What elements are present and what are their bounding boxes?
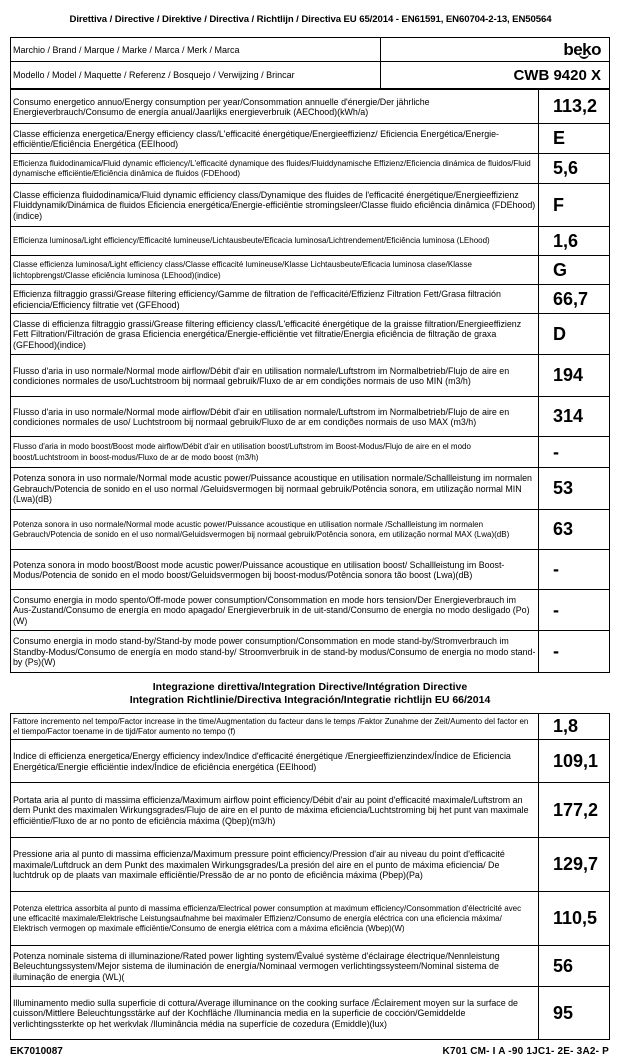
brand-row (10, 37, 610, 62)
spec-row (10, 783, 610, 838)
footer-code-left: EK7010087 (10, 1046, 63, 1057)
spec-row (10, 892, 610, 946)
spec-row (10, 590, 610, 631)
footer-code-right: K701 CM- I A -90 1JC1- 2E- 3A2- P (442, 1046, 609, 1057)
spec-value: - (553, 599, 559, 620)
spec-value: - (553, 441, 559, 462)
spec-label: Flusso d'aria in uso normale/Normal mode airflow/Débit d'air en utilisation normale/Luftstrom im Normalbetrieb/Flujo de aire en condiciones normales de uso/Luchtstroom bij normaal gebruik/Fluxo de ar em condições normais de uso MIN (m3/h) (11, 355, 539, 396)
spec-label: Classe efficienza luminosa/Light efficiency class/Classe efficacité lumineuse/Klasse Lichtausbeute/Eficacia luminosa clase/Klasse lichtopbrengst/Classe eficiência luminosa (LEhood)(indice) (11, 256, 539, 284)
spec-label: Flusso d'aria in modo boost/Boost mode airflow/Débit d'air en utilisation boost/Luftstrom im Boost-Modus/Flujo de aire en el modo boost/Luchtstroom in boost-modus/Fluxo de ar de modo boost (m3/h) (11, 437, 539, 467)
spec-label: Portata aria al punto di massima efficienza/Maximum airflow point efficiency/Débit d'air au point d'efficacité maximale/Luftstrom an dem Punkt des maximalen Wirkungsgrades/Flujo de aire en el punto de máxima eficiencia/Luchtstroming bij het punt van maximale efficiëntie/Fluxo de ar no ponto de eficiência máxima (Qbep)(m3/h) (11, 783, 539, 837)
spec-value: 56 (553, 955, 574, 976)
spec-row (10, 713, 610, 740)
spec-row (10, 184, 610, 227)
integration-title-line1: Integrazione direttiva/Integration Directive/Intégration Directive (152, 681, 468, 693)
spec-value: E (553, 128, 566, 148)
spec-value: 177,2 (553, 799, 599, 820)
spec-label: Consumo energia in modo spento/Off-mode power consumption/Consommation en mode hors tension/Der Energieverbrauch im Aus-Zustand/Consumo de energía en modo apagado/ Energieverbruik in de uit-stand/Consumo de energia no modo desligado (Po)(W) (11, 590, 539, 630)
spec-label: Consumo energia in modo stand-by/Stand-by mode power consumption/Consommation en mode stand-by/Stromverbrauch im Standby-Modus/Consumo de energía en modo stand-by/ Stroomverbruik in de stand-by modus/Consumo de energia no modo stand-by (Ps)(W) (11, 631, 539, 672)
spec-value: 1,6 (553, 230, 579, 251)
spec-row (10, 227, 610, 256)
spec-label: Potenza sonora in modo boost/Boost mode acustic power/Puissance acoustique en utilisation boost/ Schallleistung im Boost-Modus/Potencia de sonido en el modo boost/Geluidsvermogen bij boost-modus/Potência sonora tão boost (Lwa)(dB) (11, 550, 539, 589)
spec-row (10, 740, 610, 783)
spec-row (10, 946, 610, 987)
spec-label: Potenza sonora in uso normale/Normal mode acustic power/Puissance acoustique en utilisation normale /Schallleistung im normalen Gebrauch/Potencia de sonido en el uso normal/Geluidsvermogen bij normaal gebruik/Potência sonora, em utilização normal MAX (Lwa)(dB) (11, 510, 539, 549)
spec-label: Potenza elettrica assorbita al punto di massima efficienza/Electrical power consumption at maximum efficiency/Consommation d'électricité avec une efficacité maximale/Elektrische Leistungsaufnahme bei maximaler Effizienz/Consumo de energía eléctrica con una eficiencia máxima/ Elektrisch vermogen op maximale efficiëntie/Consumo de energia elétrica com a máxima eficiência (Wbep)(W) (11, 892, 539, 945)
spec-row (10, 285, 610, 314)
spec-value: 63 (553, 519, 574, 539)
spec-label: Classe efficienza energetica/Energy efficiency class/L'efficacité énergétique/Energieeffizienz/ Eficiencia Energética/Energie-efficiëntie/Eficiência Energética (EEIhood) (11, 124, 539, 153)
spec-row (10, 437, 610, 468)
spec-value: 53 (553, 478, 574, 498)
model-row (10, 62, 610, 90)
spec-value: 110,5 (553, 908, 598, 928)
spec-label: Illuminamento medio sulla superficie di cottura/Average illuminance on the cooking surface /Éclairement moyen sur la surface de cuisson/Mittlere Beleuchtungsstärke auf der Kochfläche /Iluminancia media en la superficie de cocción/Gemiddelde verlichtingssterkte op het werkvlak /Iluminância média na superfície de cozedura (Emiddle)(lux) (11, 987, 539, 1039)
spec-value: 113,2 (553, 96, 598, 116)
spec-label: Potenza nominale sistema di illuminazione/Rated power lighting system/Évalué système d'éclairage électrique/Nennleistung Beleuchtungssystem/Mejor sistema de iluminación de energía/Nominaal vermogen verlichtingssysteem/Nominal sistema de iluminação de energia (WL)( (11, 946, 539, 986)
spec-row (10, 550, 610, 590)
spec-row (10, 397, 610, 437)
beko-logo: beko (563, 39, 601, 59)
spec-label: Efficienza luminosa/Light efficiency/Efficacité lumineuse/Lichtausbeute/Eficacia luminosa/Lichtrendement/Eficiência luminosa (LEhood) (11, 227, 539, 255)
spec-value: D (553, 323, 566, 344)
integration-title-line2: Integration Richtlinie/Directiva Integración/Integratie richtlijn EU 66/2014 (129, 694, 491, 706)
spec-label: Efficienza fluidodinamica/Fluid dynamic efficiency/L'efficacité dynamique des fluides/Fluiddynamische Effizienz/Eficiencia dinámica de fluidos/Fluid dynamische efficiëntie/Eficiência dinâmica de fluidos (FDEhood) (11, 154, 539, 183)
spec-value: - (553, 641, 559, 661)
model-value: CWB 9420 X (513, 66, 601, 84)
spec-value: 109,1 (553, 750, 599, 771)
spec-row (10, 987, 610, 1040)
spec-label: Pressione aria al punto di massima efficienza/Maximum pressure point efficiency/Pression d'air au niveau du point d'efficacité maximale/Luftdruck an dem Punkt des maximalen Wirkungsgrades/La presión del aire en el punto de máxima eficiencia/ De luchtdruk op de plaats van maximale efficiëntie/Pressão de ar no ponto de eficiência máxima (Pbep)(Pa) (11, 838, 539, 891)
spec-label: Fattore incremento nel tempo/Factor increase in the time/Augmentation du facteur dans le temps /Faktor Zunahme der Zeit/Aumento del factor en el tiempo/Factor toename in de tijd/Fator aumento no tempo (f) (11, 714, 539, 739)
spec-value: 66,7 (553, 288, 589, 309)
spec-label: Indice di efficienza energetica/Energy efficiency index/Indice d'efficacité énergétique /Energieeffizienzindex/Índice de Eficiencia Energética/Energie efficiëntie index/Índice de eficiência energética (EEIhood) (11, 740, 539, 782)
directive-header: Direttiva / Directive / Direktive / Directiva / Richtlijn / Directiva EU 65/2014 - EN61591, EN60704-2-13, EN50564 (69, 14, 552, 25)
spec-row (10, 631, 610, 673)
spec-value: 194 (553, 365, 584, 385)
brand-value (381, 38, 609, 61)
spec-row (10, 314, 610, 355)
spec-row (10, 124, 610, 154)
spec-label: Efficienza filtraggio grassi/Grease filtering efficiency/Gamme de filtration de l'efficacité/Effizienz Filtration Fett/Grasa filtración eficiencia/Efficiency filtratie vet (GFEhood) (11, 285, 539, 313)
spec-label: Flusso d'aria in uso normale/Normal mode airflow/Débit d'air en utilisation normale/Luftstrom im Normalbetrieb/Flujo de aire en condiciones normales de uso/ Luchtstroom bij normaal gebruik/Fluxo de ar em condições normais de uso MAX (m3/h) (11, 397, 539, 436)
spec-value: 129,7 (553, 854, 599, 874)
spec-value: 314 (553, 406, 584, 426)
spec-row (10, 90, 610, 124)
spec-row (10, 838, 610, 892)
spec-row (10, 256, 610, 285)
spec-label: Classe efficienza fluidodinamica/Fluid dynamic efficiency class/Dynamique des fluides de l'efficacité énergétique/Energieeffizienz Fluiddynamik/Dinámica de fluidos Eficiencia energética/Energie-efficiëntie stromingsleer/Classe fluido eficiência dinâmica (FDEhood)(indice) (11, 184, 539, 226)
spec-value: - (553, 559, 559, 579)
spec-value: 1,8 (553, 716, 579, 736)
model-label: Modello / Model / Maquette / Referenz / Bosquejo / Verwijzing / Brincar (11, 62, 381, 88)
spec-row (10, 154, 610, 184)
spec-value: 5,6 (553, 158, 579, 178)
integration-title (10, 681, 610, 707)
spec-label: Potenza sonora in uso normale/Normal mode acustic power/Puissance acoustique en utilisation normale/Schallleistung im normalen Gebrauch/Potencia de sonido en el uso normal /Geluidsvermogen bij normaal gebruik/Potência sonora, em utilização normal MIN (Lwa)(dB) (11, 468, 539, 509)
spec-row (10, 510, 610, 550)
spec-value: G (553, 259, 568, 280)
spec-label: Consumo energetico annuo/Energy consumption per year/Consommation annuelle d'énergie/Der jährliche Energieverbrauch/Consumo de energía anual/Jaarlijks energieverbruik (AEChood)(kWh/a) (11, 90, 539, 123)
spec-value: 95 (553, 1002, 574, 1023)
brand-label: Marchio / Brand / Marque / Marke / Marca / Merk / Marca (11, 38, 381, 61)
spec-value: F (553, 194, 564, 215)
spec-label: Classe di efficienza filtraggio grassi/Grease filtering efficiency class/L'efficacité énergétique de la graisse filtration/Energieeffizienz Fett Filtration/Filtración de grasa Eficiencia energética/Energie-efficiëntie vet filtratie/Energia eficiência de filtração de graxa (GFEhood)(indice) (11, 314, 539, 354)
spec-row (10, 355, 610, 397)
spec-row (10, 468, 610, 510)
